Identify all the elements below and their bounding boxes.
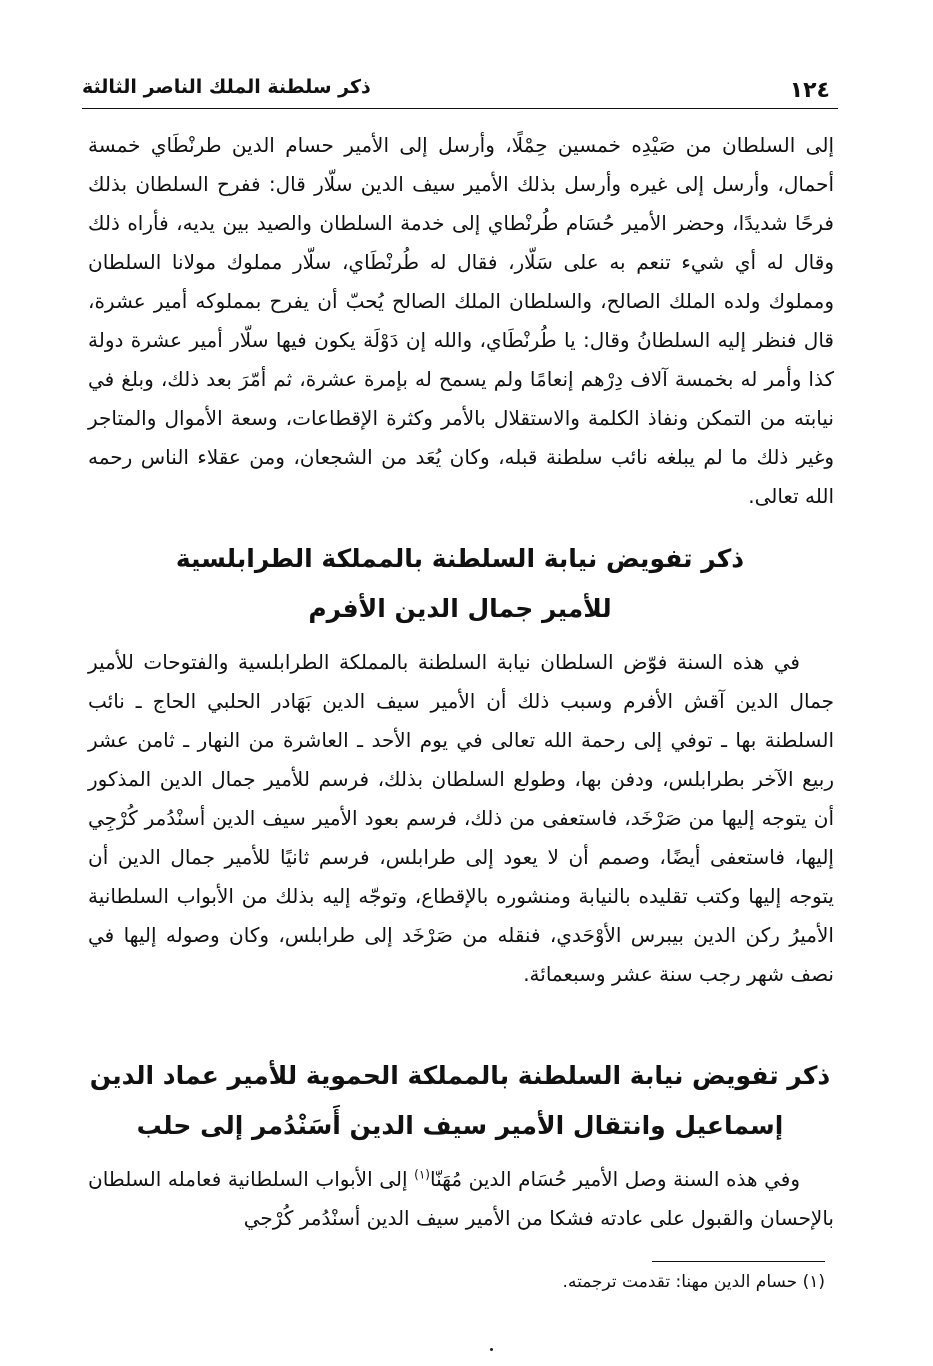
running-title: ذكر سلطنة الملك الناصر الثالثة bbox=[82, 76, 371, 98]
section-heading-2-line-1: ذكر تفويض نيابة السلطنة بالمملكة الحموية للأمير عماد الدين bbox=[89, 1061, 831, 1090]
paragraph-2: في هذه السنة فوّض السلطان نيابة السلطنة بالمملكة الطرابلسية والفتوحات للأمير جمال الدين آقش الأفرم وسبب ذلك أن الأمير سيف الدين بَهَادر الحلبي الحاج ـ نائب السلطنة بها ـ توفي إلى رحمة الله تعالى في يوم الأحد ـ العاشرة من النهار ـ ثامن عشر ربيع الآخر بطرابلس، ودفن بها، وطولع السلطان بذلك، فرسم للأمير جمال الدين المذكور أن يتوجه إليها من صَرْخَد، فاستعفى من ذلك، فرسم بعود الأمير سيف الدين أسنْدُمر كُرْجِي إليها، فاستعفى أيضًا، وصمم أن لا يعود إلى طرابلس، فرسم ثانيًا للأمير جمال الدين أن يتوجه إليها وكتب تقليده بالنيابة ومنشوره بالإقطاع، وتوجّه إليه بذلك من الأبواب السلطانية الأميرُ ركن الدين بيبرس الأوْحَدي، فنقله من صَرْخَد إلى طرابلس، وكان وصوله إليها في نصف شهر رجب سنة عشر وسبعمائة. bbox=[88, 650, 834, 986]
section-heading-2 bbox=[82, 1051, 838, 1151]
footnote-divider bbox=[652, 1261, 825, 1262]
section-heading-1-line-1: ذكر تفويض نيابة السلطنة بالمملكة الطرابلسية bbox=[175, 544, 745, 573]
text-block-1 bbox=[88, 126, 834, 516]
footnote-text: حسام الدين مهنا: تقدمت ترجمته. bbox=[562, 1272, 798, 1292]
section-heading-2-line-2: إسماعيل وانتقال الأمير سيف الدين أَسَنْدُمر إلى حلب bbox=[136, 1111, 784, 1140]
page-number: ١٢٤ bbox=[789, 78, 830, 103]
paragraph-3 bbox=[88, 1160, 834, 1238]
text-block-2 bbox=[88, 643, 834, 994]
footnote-reference[interactable]: (١) bbox=[414, 1167, 430, 1182]
footnote-marker: (١) bbox=[802, 1272, 825, 1292]
text-block-3 bbox=[88, 1160, 834, 1238]
paragraph-1: إلى السلطان من صَيْدِه خمسين حِمْلًا، وأرسل إلى الأمير حسام الدين طرنْطَاي خمسة أحمال، وأرسل إلى غيره وأرسل بذلك الأمير سيف الدين سلّار قال: ففرح السلطان بذلك فرحًا شديدًا، وحضر الأمير حُسَام طُرنْطاي إلى خدمة السلطان والصيد بين يديه، فأراه ذلك وقال له أي شيء تنعم به على سَلّار، فقال له طُرنْطَاي، سلّار مملوك مولانا السلطان ومملوك ولده الملك الصالح، والسلطان الملك الصالح يُحبّ أن يفرح بمملوكه أمير عشرة، قال فنظر إليه السلطانُ وقال: يا طُرنْطَاي، والله إن دَوْلَة يكون فيها سلّار أمير عشرة دولة كذا وأمر له بخمسة آلاف دِرْهم إنعامًا ولم يسمح له بإمرة عشرة، ثم أمّرَ بعد ذلك، وبلغ في نيابته من التمكن ونفاذ الكلمة والاستقلال بالأمر وكثرة الإقطاعات، وسعة الأموال والمتاجر وغير ذلك ما لم يبلغه نائب سلطنة قبله، وكان يُعَد من الشجعان، ومن عقلاء الناس رحمه الله تعالى. bbox=[88, 133, 834, 508]
section-heading-1 bbox=[82, 534, 838, 634]
page-header bbox=[82, 68, 838, 109]
paragraph-3-start: وفي هذه السنة وصل الأمير حُسَام الدين مُهَنّا bbox=[429, 1167, 800, 1191]
print-dot bbox=[490, 1348, 493, 1351]
footnote bbox=[563, 1272, 825, 1292]
paragraph-3-end: إلى الأبواب السلطانية فعامله السلطان بالإحسان والقبول على عادته فشكا من الأمير سيف الدين أسنْدُمر كُرْجي bbox=[88, 1167, 834, 1230]
section-heading-1-line-2: للأمير جمال الدين الأفرم bbox=[308, 594, 612, 623]
